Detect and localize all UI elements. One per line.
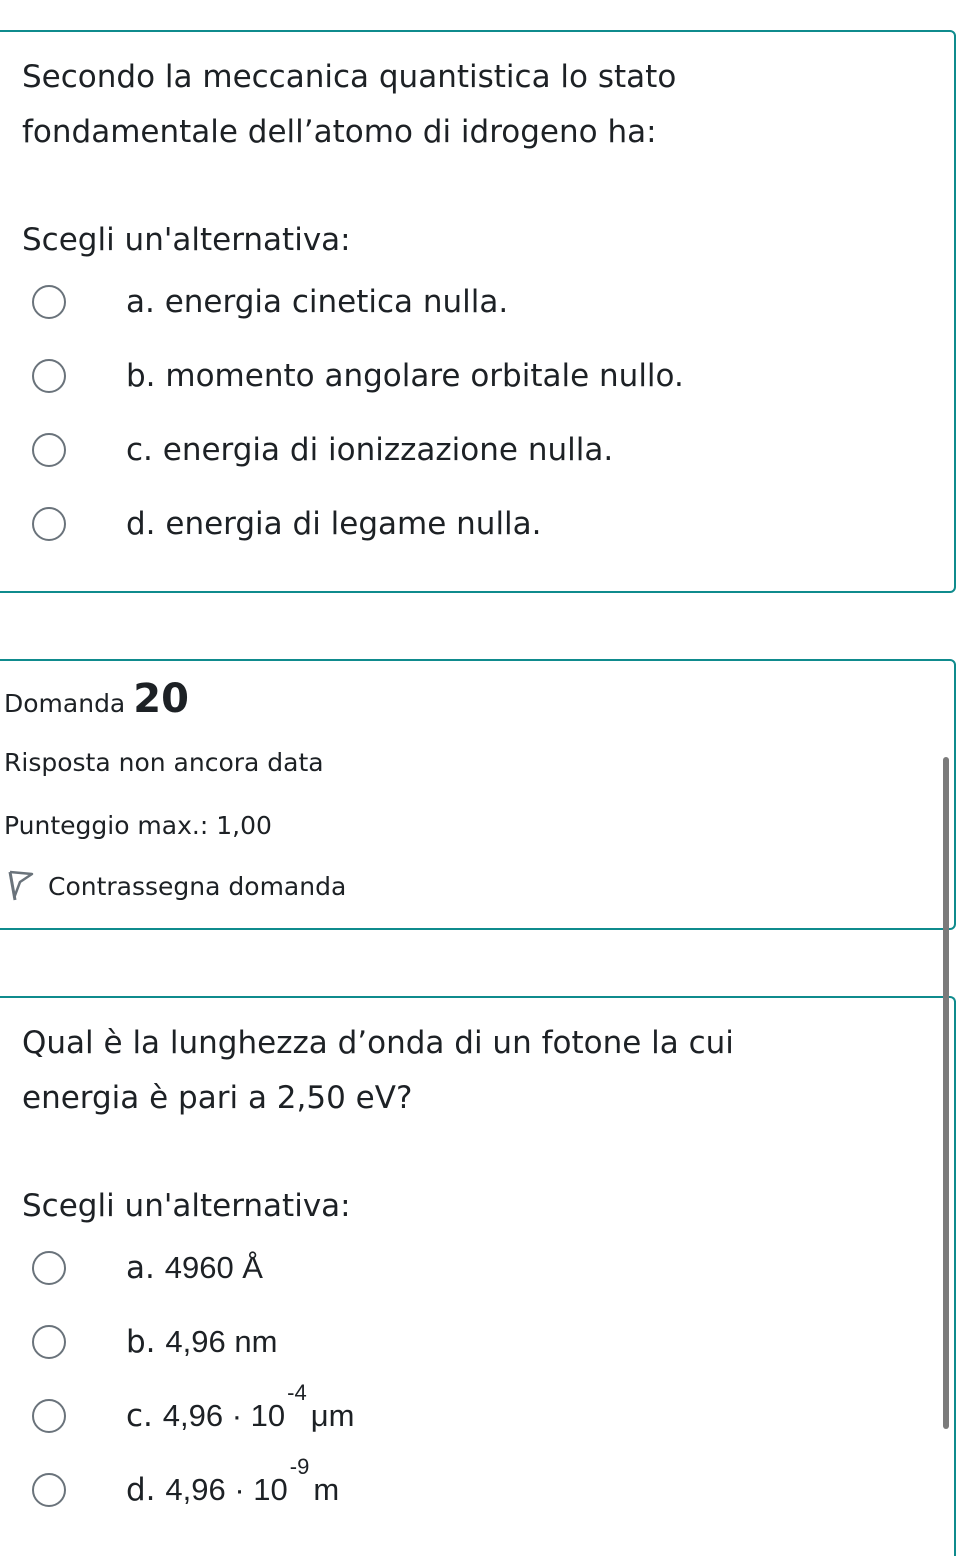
question-text: Qual è la lunghezza d’onda di un fotone la cui energia è pari a 2,50 eV? (22, 1025, 734, 1116)
option-label: b. momento angolare orbitale nullo. (126, 358, 684, 394)
radio-button[interactable] (32, 507, 66, 541)
question-20-card (0, 996, 956, 1556)
option-a[interactable] (32, 1246, 263, 1290)
radio-button[interactable] (32, 359, 66, 393)
option-label: a. 4960 Å (126, 1250, 263, 1286)
max-score: Punteggio max.: 1,00 (4, 811, 272, 840)
question-number-value: 20 (133, 676, 189, 722)
option-b[interactable] (32, 354, 684, 398)
radio-button[interactable] (32, 433, 66, 467)
option-label: b. 4,96 nm (126, 1324, 278, 1360)
flag-icon (6, 870, 36, 902)
option-b[interactable] (32, 1320, 278, 1364)
flag-label: Contrassegna domanda (48, 871, 347, 901)
scrollbar[interactable] (943, 757, 949, 1429)
option-label: a. energia cinetica nulla. (126, 284, 509, 320)
radio-button[interactable] (32, 285, 66, 319)
option-label: d. energia di legame nulla. (126, 506, 542, 542)
question-19-card (0, 30, 956, 593)
option-c[interactable] (32, 428, 614, 472)
option-label: c. energia di ionizzazione nulla. (126, 432, 614, 468)
radio-button[interactable] (32, 1251, 66, 1285)
question-text: Secondo la meccanica quantistica lo stato fondamentale dell’atomo di idrogeno ha: (22, 59, 677, 150)
answer-prompt: Scegli un'alternativa: (22, 1188, 351, 1224)
option-label: d. $4,96 \cdot 10^{-9}m$ (126, 1454, 340, 1508)
option-a[interactable] (32, 280, 509, 324)
option-label: c. $4,96 \cdot 10^{-4}\mu m$ (126, 1380, 355, 1434)
radio-button[interactable] (32, 1325, 66, 1359)
option-c[interactable] (32, 1380, 355, 1438)
option-d[interactable] (32, 502, 542, 546)
radio-button[interactable] (32, 1473, 66, 1507)
flag-question-button[interactable] (6, 870, 346, 902)
radio-button[interactable] (32, 1399, 66, 1433)
option-d[interactable] (32, 1454, 340, 1512)
answer-prompt: Scegli un'alternativa: (22, 222, 351, 258)
question-number: Domanda 20 (4, 676, 189, 722)
answer-status: Risposta non ancora data (4, 748, 324, 777)
